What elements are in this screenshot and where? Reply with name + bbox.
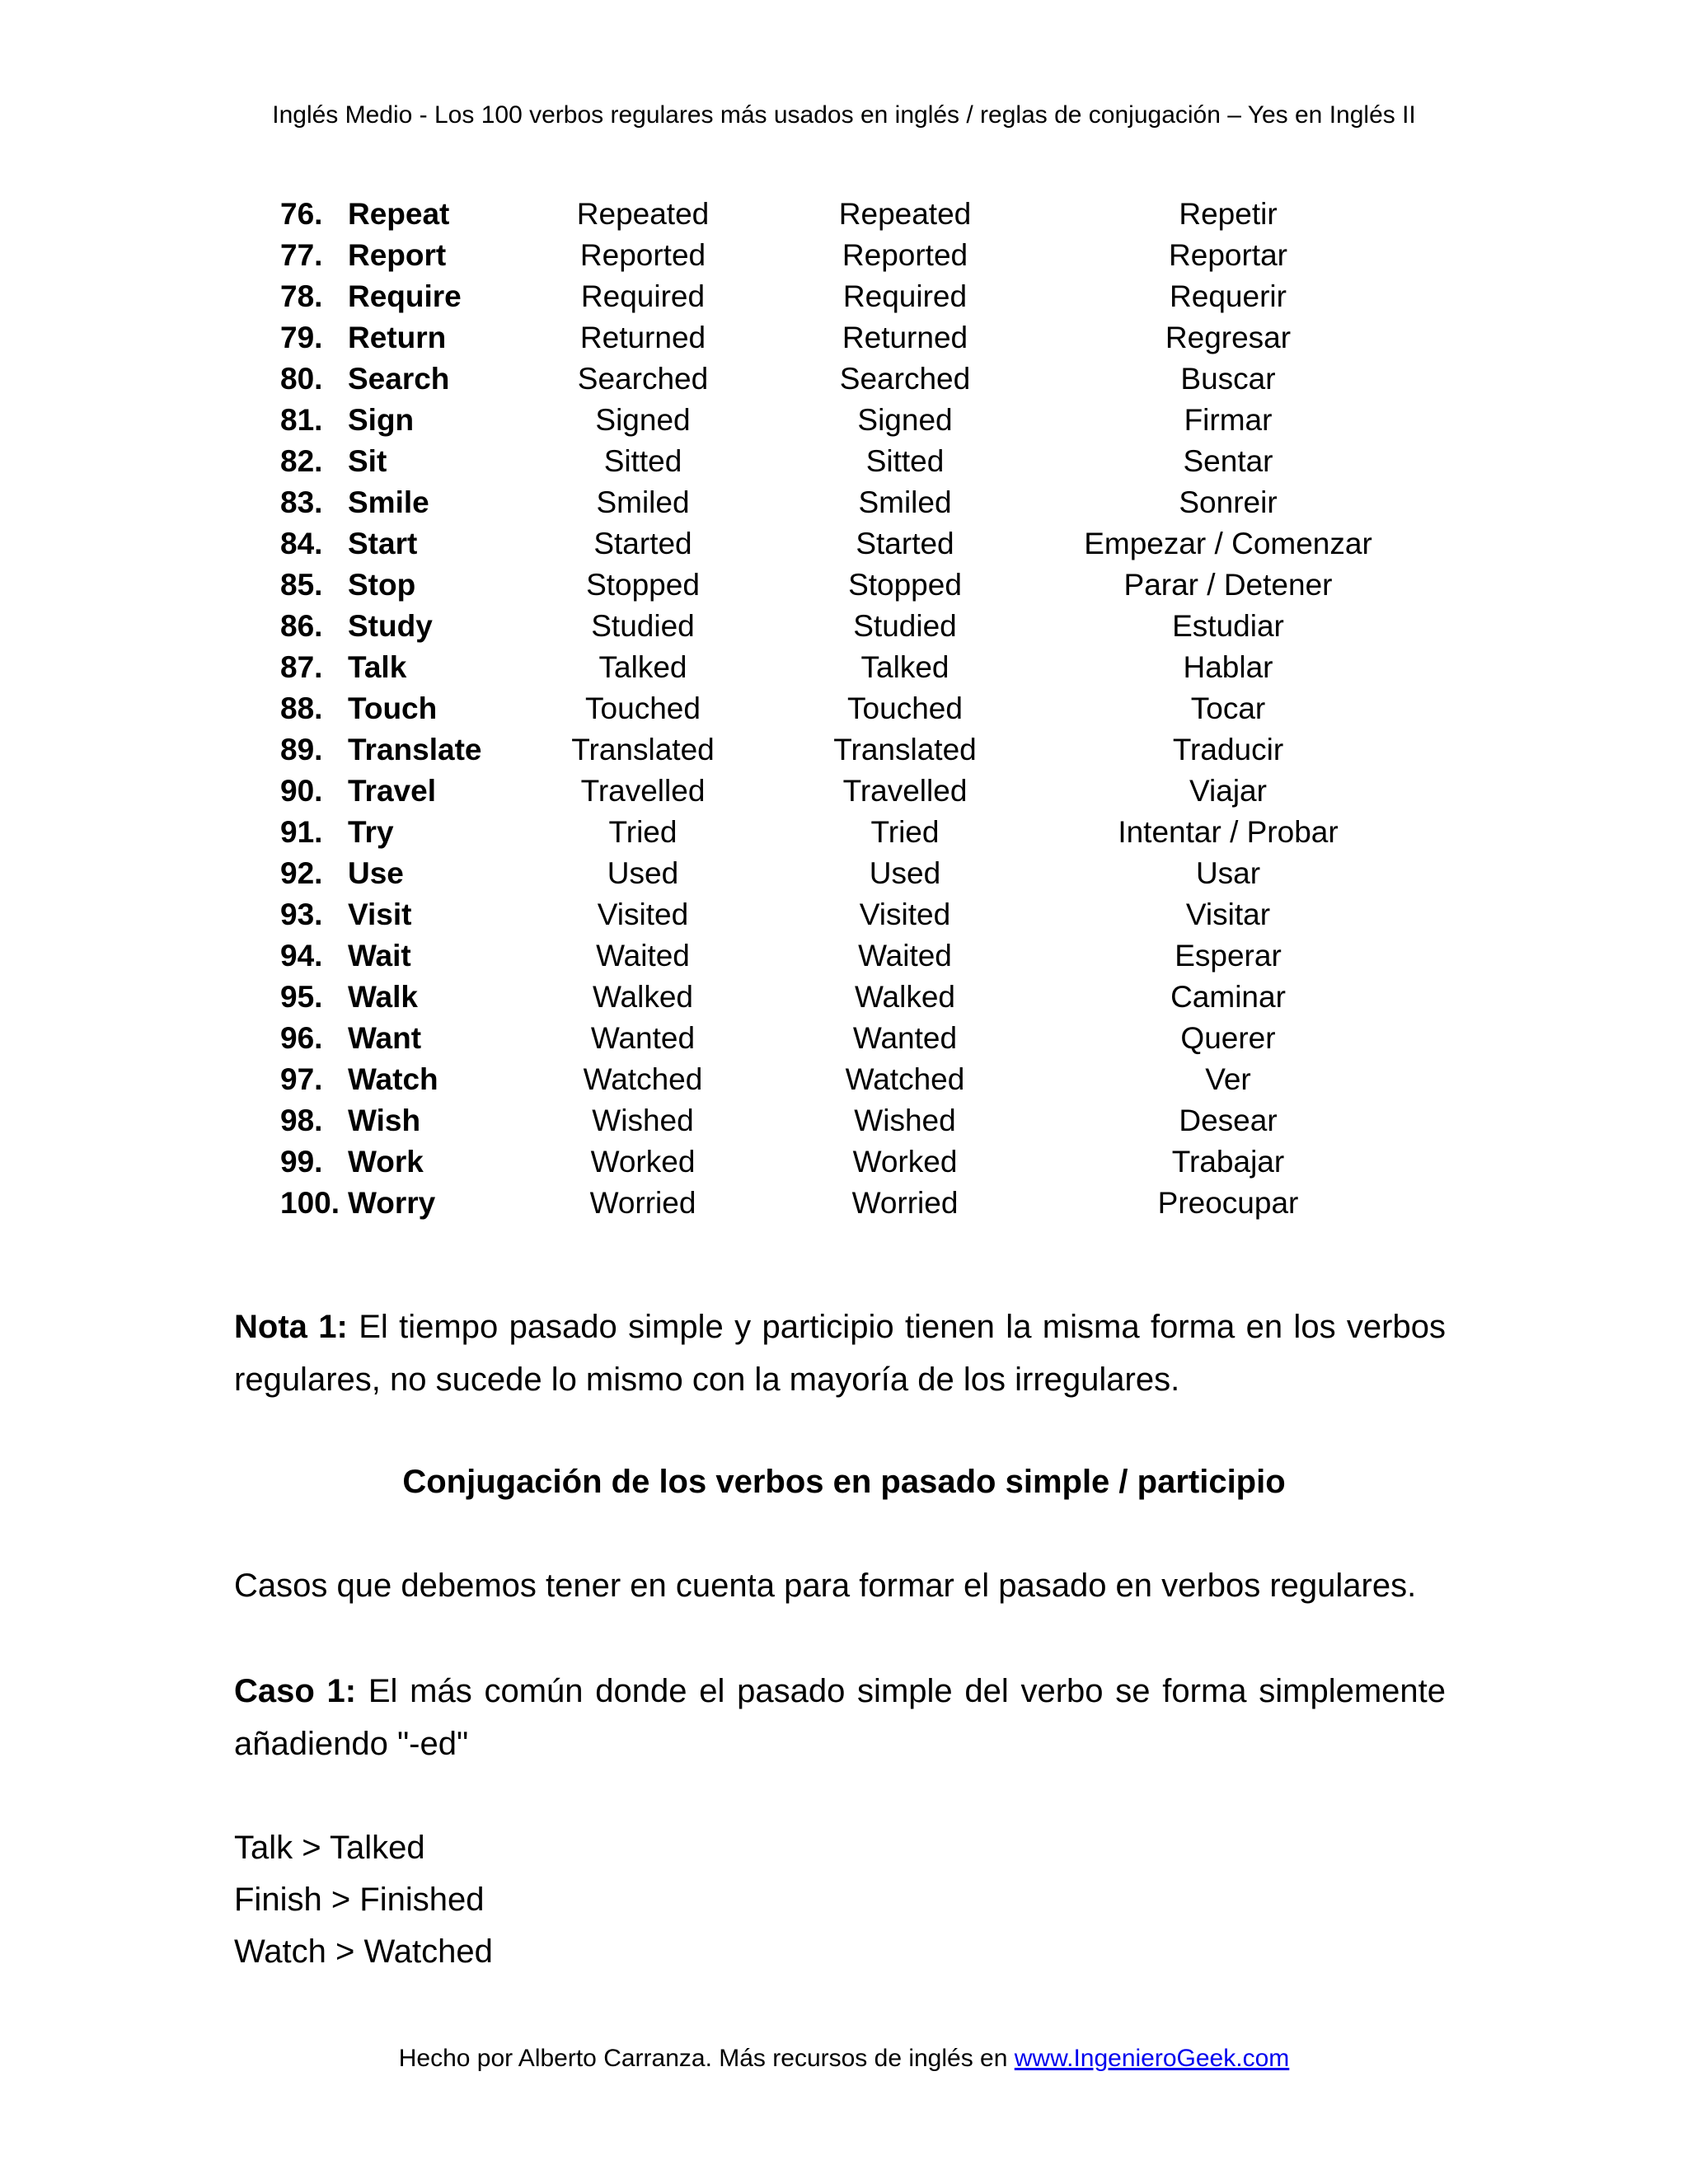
verb-row (0, 1141, 1688, 1183)
verb-base: Study (348, 609, 433, 643)
verb-base: Talk (348, 650, 407, 684)
verb-past: Wished (592, 1104, 694, 1137)
verb-number: 79. (280, 321, 323, 354)
verb-past: Returned (579, 321, 706, 354)
verb-base: Work (348, 1145, 424, 1179)
verb-row (0, 812, 1688, 853)
verb-participle: Translated (833, 733, 977, 766)
verb-spanish: Tocar (1190, 691, 1266, 725)
verb-base: Visit (348, 898, 412, 931)
verb-spanish: Querer (1180, 1021, 1276, 1055)
verb-spanish: Reportar (1169, 238, 1287, 272)
verb-spanish: Esperar (1175, 939, 1282, 972)
verb-past: Tried (608, 815, 678, 849)
verb-past: Required (580, 279, 706, 313)
verb-number: 98. (280, 1104, 323, 1137)
verb-row (0, 729, 1688, 771)
verb-past: Repeated (576, 197, 710, 231)
verb-base: Require (348, 279, 462, 313)
verb-number: 94. (280, 939, 323, 972)
verb-past: Walked (592, 980, 693, 1014)
verb-row (0, 1059, 1688, 1100)
verb-participle: Travelled (842, 774, 968, 808)
verb-base: Try (348, 815, 394, 849)
verb-participle: Worked (852, 1145, 958, 1179)
verb-row (0, 771, 1688, 812)
verb-number: 99. (280, 1145, 323, 1179)
verb-row (0, 359, 1688, 400)
verb-participle: Wished (854, 1104, 956, 1137)
verb-past: Stopped (586, 568, 700, 602)
verb-row (0, 276, 1688, 317)
verb-number: 96. (280, 1021, 323, 1055)
verb-past: Talked (598, 650, 687, 684)
verb-number: 89. (280, 733, 323, 766)
casos-intro: Casos que debemos tener en cuenta para formar el pasado en verbos regulares. (234, 1568, 1417, 1604)
verb-past: Sitted (603, 444, 682, 478)
verb-spanish: Repetir (1179, 197, 1278, 231)
verb-row (0, 1018, 1688, 1059)
footer-link[interactable]: www.IngenieroGeek.com (1014, 2045, 1290, 2072)
verb-participle: Walked (854, 980, 955, 1014)
verb-row (0, 523, 1688, 565)
verb-spanish: Buscar (1180, 362, 1276, 396)
verb-row (0, 853, 1688, 894)
verb-row (0, 235, 1688, 276)
verb-participle: Studied (853, 609, 957, 643)
verb-base: Sit (348, 444, 387, 478)
verb-base: Translate (348, 733, 482, 766)
verb-number: 91. (280, 815, 323, 849)
verb-base: Worry (348, 1186, 436, 1220)
verb-row (0, 606, 1688, 647)
nota-1-label: Nota 1: (234, 1309, 348, 1345)
verb-spanish: Parar / Detener (1123, 568, 1333, 602)
verb-spanish: Usar (1195, 856, 1261, 890)
nota-1-text: El tiempo pasado simple y participio tienen la misma forma en los verbos regulares, no sucede lo mismo con la mayoría de los irregulares. (234, 1309, 1446, 1398)
verb-past: Waited (596, 939, 690, 972)
verb-spanish: Sentar (1183, 444, 1273, 478)
verb-past: Used (607, 856, 679, 890)
verb-past: Searched (577, 362, 709, 396)
verb-past: Visited (597, 898, 689, 931)
verb-row (0, 194, 1688, 235)
verb-past: Reported (579, 238, 706, 272)
verb-number: 81. (280, 403, 323, 437)
verb-base: Start (348, 527, 418, 560)
verb-past: Worried (589, 1186, 696, 1220)
verb-row (0, 317, 1688, 359)
verb-participle: Touched (847, 691, 963, 725)
verb-spanish: Trabajar (1171, 1145, 1285, 1179)
verb-number: 85. (280, 568, 323, 602)
verb-row (0, 441, 1688, 482)
verb-base: Report (348, 238, 447, 272)
verb-participle: Tried (870, 815, 940, 849)
verb-spanish: Traducir (1172, 733, 1284, 766)
example-line: Talk > Talked (234, 1830, 425, 1866)
verb-participle: Worried (851, 1186, 959, 1220)
verb-base: Want (348, 1021, 422, 1055)
verb-past: Started (593, 527, 692, 560)
nota-1-paragraph (234, 1301, 1446, 1406)
verb-number: 92. (280, 856, 323, 890)
verb-participle: Reported (842, 238, 968, 272)
caso-1-label: Caso 1: (234, 1673, 357, 1709)
verb-number: 93. (280, 898, 323, 931)
verb-participle: Required (842, 279, 968, 313)
verb-spanish: Viajar (1189, 774, 1267, 808)
verb-participle: Watched (845, 1062, 965, 1096)
verb-base: Travel (348, 774, 436, 808)
verb-number: 90. (280, 774, 323, 808)
example-line: Watch > Watched (234, 1933, 493, 1970)
verb-base: Repeat (348, 197, 450, 231)
verb-spanish: Intentar / Probar (1118, 815, 1339, 849)
verb-past: Travelled (580, 774, 706, 808)
verb-past: Studied (591, 609, 695, 643)
verb-spanish: Regresar (1165, 321, 1292, 354)
verb-base: Search (348, 362, 450, 396)
verb-number: 83. (280, 485, 323, 519)
verb-number: 100. (280, 1186, 340, 1220)
verb-spanish: Estudiar (1172, 609, 1284, 643)
verb-row (0, 688, 1688, 729)
verb-number: 80. (280, 362, 323, 396)
example-line: Finish > Finished (234, 1882, 485, 1918)
verb-participle: Returned (842, 321, 968, 354)
examples-list (234, 1821, 1446, 1977)
verb-number: 76. (280, 197, 323, 231)
verb-base: Stop (348, 568, 416, 602)
verb-spanish: Caminar (1170, 980, 1286, 1014)
verb-past: Worked (590, 1145, 696, 1179)
verb-base: Touch (348, 691, 438, 725)
verb-past: Wanted (590, 1021, 696, 1055)
verb-base: Watch (348, 1062, 438, 1096)
page-footer (0, 2039, 1688, 2079)
verb-participle: Waited (858, 939, 952, 972)
verb-row (0, 482, 1688, 523)
verb-participle: Wanted (852, 1021, 958, 1055)
verb-number: 95. (280, 980, 323, 1014)
page-header: Inglés Medio - Los 100 verbos regulares más usados en inglés / reglas de conjugación – Yes en Inglés II (272, 101, 1416, 129)
verb-spanish: Requerir (1170, 279, 1287, 313)
verb-past: Translated (571, 733, 715, 766)
verb-table (0, 194, 1688, 1224)
verb-participle: Started (856, 527, 954, 560)
verb-spanish: Hablar (1183, 650, 1273, 684)
verb-number: 97. (280, 1062, 323, 1096)
verb-base: Smile (348, 485, 429, 519)
verb-participle: Visited (859, 898, 951, 931)
verb-base: Use (348, 856, 404, 890)
verb-base: Return (348, 321, 447, 354)
verb-row (0, 1100, 1688, 1141)
verb-participle: Searched (839, 362, 971, 396)
verb-number: 84. (280, 527, 323, 560)
verb-base: Wish (348, 1104, 421, 1137)
verb-row (0, 977, 1688, 1018)
verb-spanish: Visitar (1185, 898, 1271, 931)
footer-text: Hecho por Alberto Carranza. Más recursos de inglés en (398, 2045, 1015, 2072)
verb-spanish: Firmar (1184, 403, 1273, 437)
verb-row (0, 565, 1688, 606)
verb-row (0, 1183, 1688, 1224)
verb-spanish: Desear (1179, 1104, 1278, 1137)
verb-spanish: Preocupar (1157, 1186, 1299, 1220)
verb-past: Touched (585, 691, 701, 725)
verb-row (0, 935, 1688, 977)
verb-base: Walk (348, 980, 418, 1014)
verb-row (0, 647, 1688, 688)
verb-participle: Smiled (858, 485, 952, 519)
verb-number: 88. (280, 691, 323, 725)
section-title: Conjugación de los verbos en pasado simple / participio (402, 1464, 1286, 1500)
verb-participle: Repeated (838, 197, 972, 231)
verb-spanish: Empezar / Comenzar (1084, 527, 1372, 560)
verb-number: 77. (280, 238, 323, 272)
verb-past: Watched (583, 1062, 703, 1096)
verb-past: Smiled (596, 485, 690, 519)
verb-row (0, 400, 1688, 441)
verb-past: Signed (595, 403, 691, 437)
verb-base: Sign (348, 403, 415, 437)
caso-1-text: El más común donde el pasado simple del verbo se forma simplemente añadiendo "-ed" (234, 1673, 1446, 1762)
verb-participle: Used (869, 856, 941, 890)
verb-number: 87. (280, 650, 323, 684)
verb-spanish: Sonreir (1179, 485, 1278, 519)
verb-participle: Stopped (848, 568, 962, 602)
verb-number: 86. (280, 609, 323, 643)
verb-participle: Sitted (865, 444, 945, 478)
verb-base: Wait (348, 939, 411, 972)
verb-number: 82. (280, 444, 323, 478)
verb-number: 78. (280, 279, 323, 313)
verb-participle: Signed (857, 403, 953, 437)
caso-1-paragraph (234, 1665, 1446, 1770)
verb-spanish: Ver (1205, 1062, 1251, 1096)
verb-row (0, 894, 1688, 935)
verb-participle: Talked (860, 650, 950, 684)
